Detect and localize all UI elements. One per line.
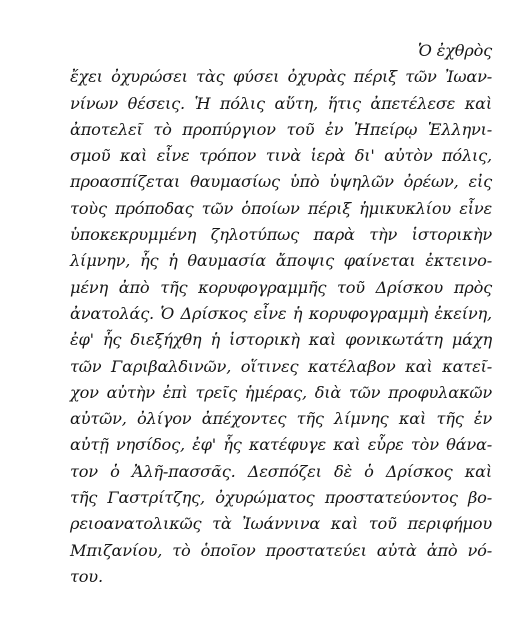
text-line: προασπίζεται θαυμασίως ὑπὸ ὑψηλῶν ὀρέων, εἰς (70, 172, 492, 192)
text-line: ρειοανατολικῶς τὰ Ἰωάννινα καὶ τοῦ περιφήμου (70, 514, 492, 534)
text-line: χον αὐτὴν ἐπὶ τρεῖς ἡμέρας, διὰ τῶν προφυλακῶν (70, 382, 492, 402)
text-line: σμοῦ καὶ εἶνε τρόπον τινὰ ἱερὰ δι' αὐτὸν πόλις, (70, 146, 492, 166)
text-line: του. (70, 566, 103, 586)
text-line: ἔχει ὀχυρώσει τὰς φύσει ὀχυρὰς πέριξ τῶν Ἰωαν- (70, 67, 492, 87)
text-line: ἀνατολάς. Ὁ Δρίσκος εἶνε ἡ κορυφογραμμὴ ἐκείνη, (70, 303, 492, 323)
text-line: αὐτῇ νησίδος, ἐφ' ἧς κατέφυγε καὶ εὗρε τὸν θάνα- (70, 435, 492, 455)
text-line: ὑποκεκρυμμένη ζηλοτύπως παρὰ τὴν ἱστορικὴν (70, 225, 492, 245)
text-line: Μπιζανίου, τὸ ὁποῖον προστατεύει αὐτὰ ἀπὸ νό- (70, 540, 492, 560)
text-line: Ὁ ἐχθρὸς (417, 41, 492, 60)
text-line: μένη ἀπὸ τῆς κορυφογραμμῆς τοῦ Δρίσκου πρὸς (70, 277, 492, 297)
text-line: νίνων θέσεις. Ἡ πόλις αὕτη, ἥτις ἀπετέλεσε καὶ (70, 93, 492, 113)
text-line: τον ὁ Ἀλῆ-πασσᾶς. Δεσπόζει δὲ ὁ Δρίσκος καὶ (70, 461, 492, 481)
text-line: αὐτῶν, ὀλίγον ἀπέχοντες τῆς λίμνης καὶ τῆς ἐν (70, 409, 492, 429)
text-line: ἐφ' ἧς διεξήχθη ἡ ἱστορικὴ καὶ φονικωτάτη μάχη (70, 330, 492, 350)
greek-text-paragraph (70, 38, 492, 590)
text-line: τοὺς πρόποδας τῶν ὁποίων πέριξ ἡμικυκλίου εἶνε (70, 198, 492, 218)
text-line: λίμνην, ἧς ἡ θαυμασία ἄποψις φαίνεται ἐκτεινο- (70, 251, 492, 271)
text-line: τῶν Γαριβαλδινῶν, οἵτινες κατέλαβον καὶ κατεῖ- (70, 356, 492, 376)
text-line: τῆς Γαστρίτζης, ὀχυρώματος προστατεύοντος βο- (70, 488, 492, 508)
text-line: ἀποτελεῖ τὸ προπύργιον τοῦ ἐν Ἠπείρῳ Ἑλληνι- (70, 119, 492, 139)
